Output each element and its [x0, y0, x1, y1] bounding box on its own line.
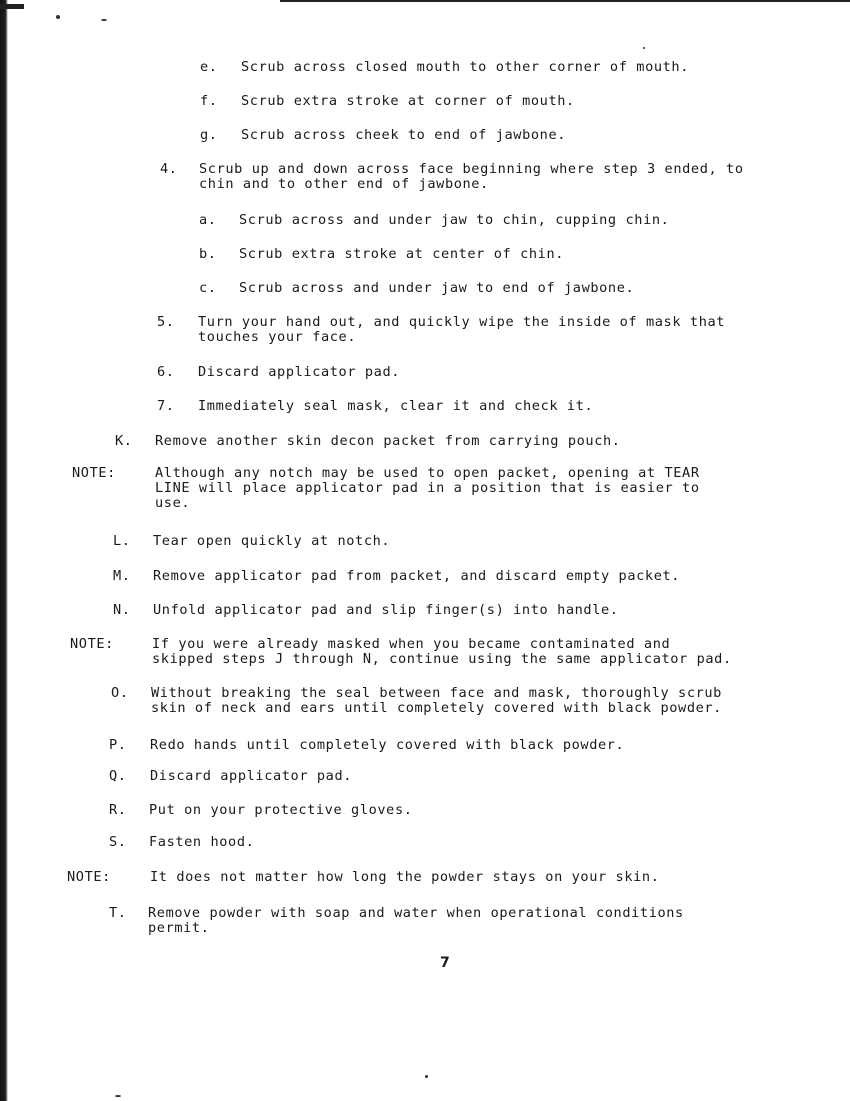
step-t	[109, 905, 684, 966]
step-label: L.	[113, 533, 131, 549]
step-text: Scrub across closed mouth to other corner of mouth.	[241, 59, 689, 75]
step-label: T.	[109, 905, 127, 921]
scan-speck	[643, 47, 645, 49]
note-text: Although any notch may be used to open packet, opening at TEAR LINE will place applicator pad in a position that is easier to use.	[155, 465, 700, 511]
step-text: Scrub across and under jaw to chin, cupping chin.	[239, 212, 670, 228]
step-label: 6.	[157, 364, 175, 380]
step-s	[109, 834, 255, 895]
step-text: Scrub extra stroke at center of chin.	[239, 246, 565, 262]
step-label: P.	[109, 737, 127, 753]
step-label: g.	[200, 127, 218, 143]
step-text: Discard applicator pad.	[150, 768, 353, 784]
note-already-masked	[70, 636, 732, 697]
scan-speck	[56, 15, 60, 19]
step-text: Remove another skin decon packet from carrying pouch.	[155, 433, 621, 449]
note-label: NOTE:	[72, 465, 116, 481]
step-text: Scrub across cheek to end of jawbone.	[241, 127, 567, 143]
step-text: Scrub extra stroke at corner of mouth.	[241, 93, 575, 109]
step-label: a.	[199, 212, 217, 228]
step-label: f.	[200, 93, 218, 109]
note-label: NOTE:	[67, 869, 111, 885]
step-label: e.	[200, 59, 218, 75]
step-label: b.	[199, 246, 217, 262]
step-text: Put on your protective gloves.	[149, 802, 413, 818]
note-tear-line	[72, 465, 700, 526]
step-text: Turn your hand out, and quickly wipe the inside of mask that touches your face.	[198, 314, 726, 345]
scan-mark	[0, 4, 24, 9]
step-label: R.	[109, 802, 127, 818]
note-text: If you were already masked when you became contaminated and skipped steps J through N, continue using the same applicator pad.	[152, 636, 732, 667]
scan-border-top	[280, 0, 850, 2]
step-text: Scrub up and down across face beginning where step 3 ended, to chin and to other end of jawbone.	[199, 161, 744, 192]
step-text: Discard applicator pad.	[198, 364, 401, 380]
step-text: Remove powder with soap and water when operational conditions permit.	[148, 905, 684, 936]
step-label: Q.	[109, 768, 127, 784]
step-text: Fasten hood.	[149, 834, 255, 850]
step-text: Without breaking the seal between face and mask, thoroughly scrub skin of neck and ears until completely covered with black powder.	[151, 685, 722, 716]
step-label: 7.	[157, 398, 175, 414]
note-text: It does not matter how long the powder stays on your skin.	[150, 869, 660, 885]
step-text: Scrub across and under jaw to end of jawbone.	[239, 280, 635, 296]
scan-border-left	[0, 0, 8, 1101]
step-label: 5.	[157, 314, 175, 330]
step-label: 4.	[160, 161, 178, 177]
step-label: N.	[113, 602, 131, 618]
scan-speck	[101, 19, 107, 21]
step-label: c.	[199, 280, 217, 296]
step-text: Remove applicator pad from packet, and discard empty packet.	[153, 568, 681, 584]
step-label: O.	[111, 685, 129, 701]
step-label: S.	[109, 834, 127, 850]
step-label: K.	[115, 433, 133, 449]
step-text: Unfold applicator pad and slip finger(s) into handle.	[153, 602, 619, 618]
step-text: Redo hands until completely covered with black powder.	[150, 737, 625, 753]
scan-speck	[425, 1075, 428, 1078]
scan-speck	[115, 1095, 121, 1097]
step-label: M.	[113, 568, 131, 584]
note-label: NOTE:	[70, 636, 114, 652]
step-text: Tear open quickly at notch.	[153, 533, 391, 549]
step-text: Immediately seal mask, clear it and check it.	[198, 398, 594, 414]
page-number: 7	[440, 955, 450, 971]
